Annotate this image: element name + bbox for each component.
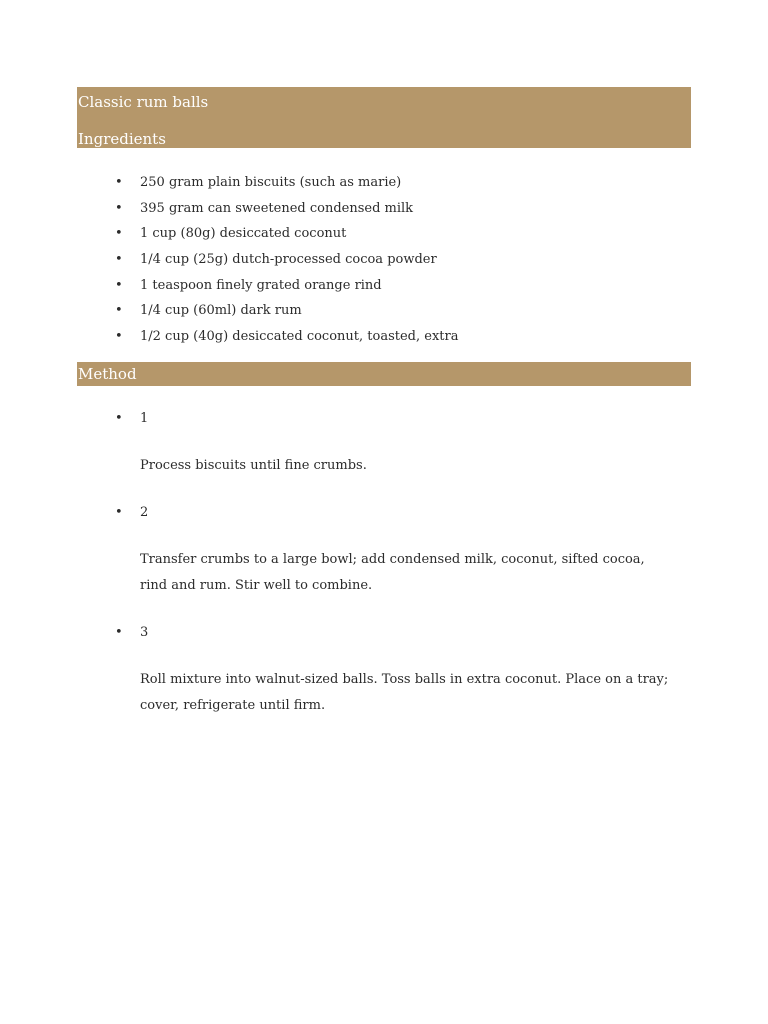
step-description: Transfer crumbs to a large bowl; add condensed milk, coconut, sifted cocoa, rind and rum. Stir well to combine. bbox=[140, 552, 645, 593]
ingredient-text: 1/4 cup (25g) dutch-processed cocoa powder bbox=[140, 252, 437, 268]
bullet-icon: • bbox=[115, 303, 123, 319]
step-number-row bbox=[77, 504, 691, 522]
method-step bbox=[77, 410, 691, 479]
method-heading: Method bbox=[78, 365, 137, 383]
step-number: 2 bbox=[140, 505, 149, 520]
bullet-icon: • bbox=[115, 411, 123, 426]
method-steps bbox=[77, 410, 691, 719]
step-description: Process biscuits until fine crumbs. bbox=[140, 458, 367, 473]
ingredient-text: 395 gram can sweetened condensed milk bbox=[140, 200, 414, 216]
ingredient-text: 1/4 cup (60ml) dark rum bbox=[140, 303, 302, 319]
step-number-row bbox=[77, 410, 691, 428]
method-step bbox=[77, 624, 691, 719]
ingredient-text: 1 cup (80g) desiccated coconut bbox=[140, 226, 347, 242]
list-item bbox=[77, 328, 691, 354]
ingredients-section bbox=[77, 174, 691, 362]
list-item bbox=[77, 277, 691, 303]
ingredients-list bbox=[77, 174, 691, 354]
list-item bbox=[77, 251, 691, 277]
recipe-title: Classic rum balls bbox=[78, 93, 209, 111]
bullet-icon: • bbox=[115, 277, 123, 293]
method-heading-bar bbox=[77, 362, 691, 386]
list-item bbox=[77, 225, 691, 251]
step-number-row bbox=[77, 624, 691, 642]
bullet-icon: • bbox=[115, 625, 123, 640]
list-item bbox=[77, 200, 691, 226]
step-number: 3 bbox=[140, 625, 149, 640]
step-description: Roll mixture into walnut-sized balls. Toss balls in extra coconut. Place on a tray; cover, refrigerate until firm. bbox=[140, 672, 669, 713]
title-heading-bar bbox=[77, 87, 691, 148]
bullet-icon: • bbox=[115, 200, 123, 216]
recipe-document bbox=[77, 87, 691, 719]
method-step bbox=[77, 504, 691, 599]
bullet-icon: • bbox=[115, 175, 123, 190]
bullet-icon: • bbox=[115, 505, 123, 520]
list-item bbox=[77, 302, 691, 328]
bullet-icon: • bbox=[115, 329, 123, 345]
bullet-icon: • bbox=[115, 226, 123, 242]
list-item bbox=[77, 174, 691, 200]
ingredient-text: 250 gram plain biscuits (such as marie) bbox=[140, 175, 402, 190]
ingredients-heading: Ingredients bbox=[78, 130, 166, 148]
bullet-icon: • bbox=[115, 252, 123, 268]
ingredient-text: 1/2 cup (40g) desiccated coconut, toasted, extra bbox=[140, 329, 459, 345]
step-number: 1 bbox=[140, 411, 149, 426]
ingredient-text: 1 teaspoon finely grated orange rind bbox=[140, 277, 382, 293]
